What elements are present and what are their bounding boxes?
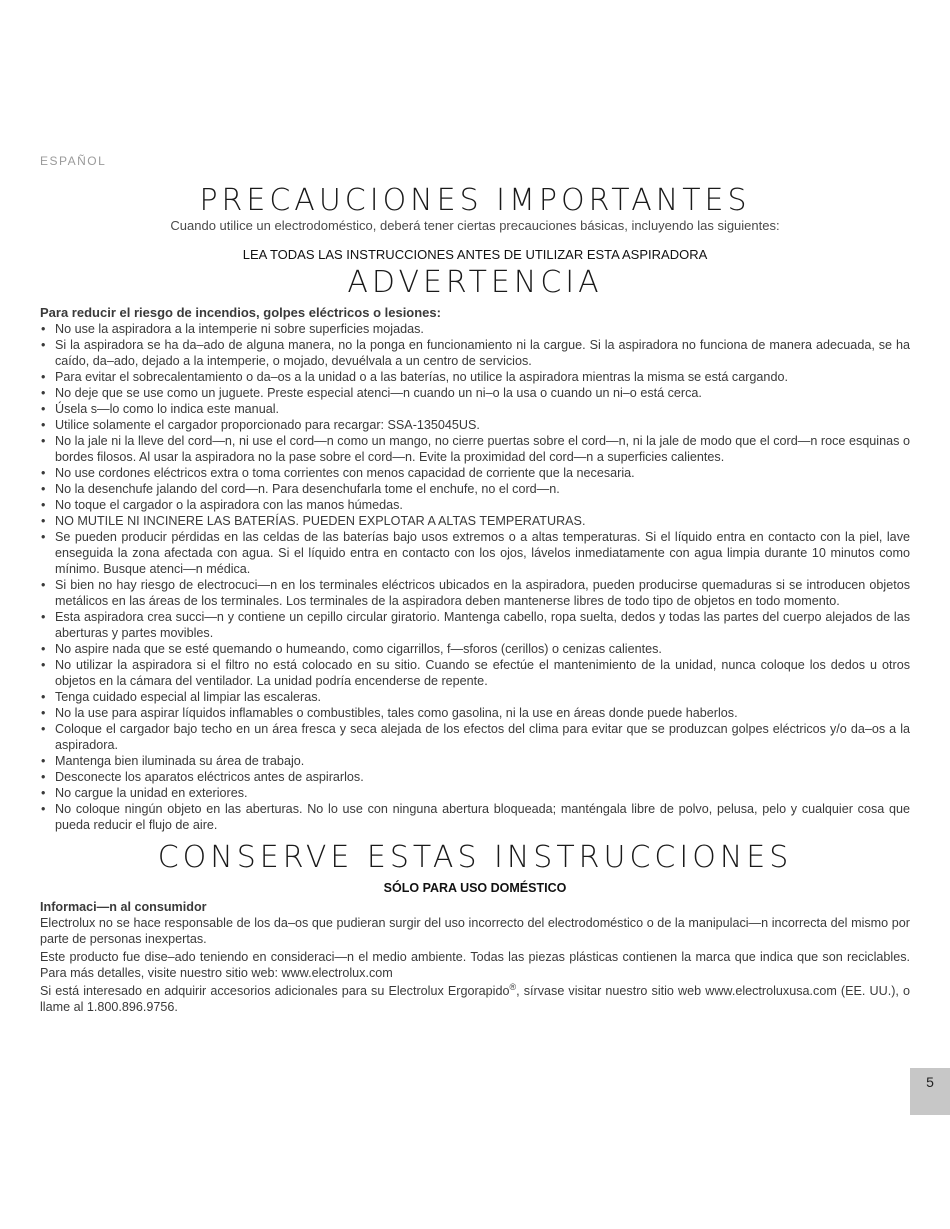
list-item: • No la use para aspirar líquidos inflamables o combustibles, tales como gasolina, ni la use en áreas donde puede haberlos.	[40, 705, 910, 721]
list-item: • No coloque ningún objeto en las aberturas. No lo use con ninguna abertura bloqueada; manténgala libre de polvo, pelusa, pelo y cualquier cosa que pueda reducir el flujo de aire.	[40, 801, 910, 833]
list-item: • Para evitar el sobrecalentamiento o da–os a la unidad o a las baterías, no utilice la aspiradora mientras la misma se está cargando.	[40, 369, 910, 385]
list-item: • Si la aspiradora se ha da–ado de alguna manera, no la ponga en funcionamiento ni la cargue. Si la aspiradora no funciona de manera adecuada, se ha caído, da–ado, dejado a la intemperie, o mojado, devuélvala a un centro de servicios.	[40, 337, 910, 369]
accessories-text-end: , sírvase visitar nuestro sitio web www.electroluxusa.com (EE. UU.), o llame al 1.800.896.9756.	[40, 984, 910, 1014]
list-item: • No utilizar la aspiradora si el filtro no está colocado en su sitio. Cuando se efectúe el mantenimiento de la unidad, nunca coloque los dedos u otros objetos en la cámara del ventilador. La unidad podría encenderse de repente.	[40, 657, 910, 689]
consumer-paragraph: Electrolux no se hace responsable de los da–os que pudieran surgir del uso incorrecto del electrodoméstico o de la manipulaci—n incorrecta del mismo por parte de personas inexpertas.	[40, 916, 910, 946]
list-item: • Si bien no hay riesgo de electrocuci—n en los terminales eléctricos ubicados en la aspiradora, pueden producirse quemaduras si se introducen objetos metálicos en las áreas de los terminales. Los terminales de la aspiradora deben mantenerse libres de todo tipo de objetos en todo momento.	[40, 577, 910, 609]
list-item: • Esta aspiradora crea succi—n y contiene un cepillo circular giratorio. Mantenga cabello, ropa suelta, dedos y todas las partes del cuerpo alejados de las aberturas y partes movibles.	[40, 609, 910, 641]
list-item: • Tenga cuidado especial al limpiar las escaleras.	[40, 689, 910, 705]
consumer-info	[40, 899, 910, 1017]
list-item: • No la desenchufe jalando del cord—n. Para desenchufarla tome el enchufe, no el cord—n.	[40, 481, 910, 497]
list-item: • NO MUTILE NI INCINERE LAS BATERÍAS. PUEDEN EXPLOTAR A ALTAS TEMPERATURAS.	[40, 513, 910, 529]
list-item: • Mantenga bien iluminada su área de trabajo.	[40, 753, 910, 769]
consumer-info-heading: Informaci—n al consumidor	[40, 900, 207, 914]
list-item: • No use la aspiradora a la intemperie ni sobre superficies mojadas.	[40, 321, 910, 337]
list-item: • Úsela s—lo como lo indica este manual.	[40, 401, 910, 417]
page-title: PRECAUCIONES IMPORTANTES	[199, 183, 751, 218]
consumer-paragraph: Este producto fue dise–ado teniendo en consideraci—n el medio ambiente. Todas las piezas plásticas contienen la marca que indica que son reciclables. Para más detalles, visite nuestro sitio web: www.electrolux.com	[40, 950, 910, 980]
warning-title: ADVERTENCIA	[347, 265, 603, 300]
domestic-use-notice: SÓLO PARA USO DOMÉSTICO	[383, 881, 567, 895]
list-item: • Desconecte los aparatos eléctricos antes de aspirarlos.	[40, 769, 910, 785]
intro-text: Cuando utilice un electrodoméstico, deberá tener ciertas precauciones básicas, incluyendo las siguientes:	[170, 218, 780, 233]
risk-heading: Para reducir el riesgo de incendios, golpes eléctricos o lesiones:	[40, 305, 441, 320]
list-item: • Utilice solamente el cargador proporcionado para recargar: SSA-135045US.	[40, 417, 910, 433]
list-item: • No toque el cargador o la aspiradora con las manos húmedas.	[40, 497, 910, 513]
page-number: 5	[910, 1068, 950, 1115]
read-all-notice: LEA TODAS LAS INSTRUCCIONES ANTES DE UTILIZAR ESTA ASPIRADORA	[242, 247, 708, 262]
list-item: • Se pueden producir pérdidas en las celdas de las baterías bajo usos extremos o a altas temperaturas. Si el líquido entra en contacto con la piel, lave enseguida la zona afectada con agua. Si el líquido entra en contacto con los ojos, lávelos inmediatamente con agua limpia durante 10 minutos como mínimo. Busque atenci—n médica.	[40, 529, 910, 577]
registered-mark: ®	[509, 981, 517, 992]
list-item: • No cargue la unidad en exteriores.	[40, 785, 910, 801]
conserve-title: CONSERVE ESTAS INSTRUCCIONES	[157, 840, 793, 875]
list-item: • No aspire nada que se esté quemando o humeando, como cigarrillos, f—sforos (cerillos) o cenizas calientes.	[40, 641, 910, 657]
accessories-text: Si está interesado en adquirir accesorios adicionales para su Electrolux Ergorapido	[40, 984, 510, 998]
consumer-paragraph	[40, 983, 910, 1015]
list-item: • No deje que se use como un juguete. Preste especial atenci—n cuando un ni–o la usa o cuando un ni–o está cerca.	[40, 385, 910, 401]
language-label: ESPAÑOL	[40, 154, 107, 168]
list-item: • No la jale ni la lleve del cord—n, ni use el cord—n como un mango, no cierre puertas sobre el cord—n, ni la jale de modo que el cord—n roce esquinas o bordes filosos. Al usar la aspiradora no la pase sobre el cord—n. Evite la proximidad del cord—n a superficies calientes.	[40, 433, 910, 465]
list-item: • Coloque el cargador bajo techo en un área fresca y seca alejada de los efectos del clima para evitar que se produzcan golpes eléctricos y/o da–os a la aspiradora.	[40, 721, 910, 753]
precautions-list	[40, 321, 910, 833]
list-item: • No use cordones eléctricos extra o toma corrientes con menos capacidad de corriente que la necesaria.	[40, 465, 910, 481]
